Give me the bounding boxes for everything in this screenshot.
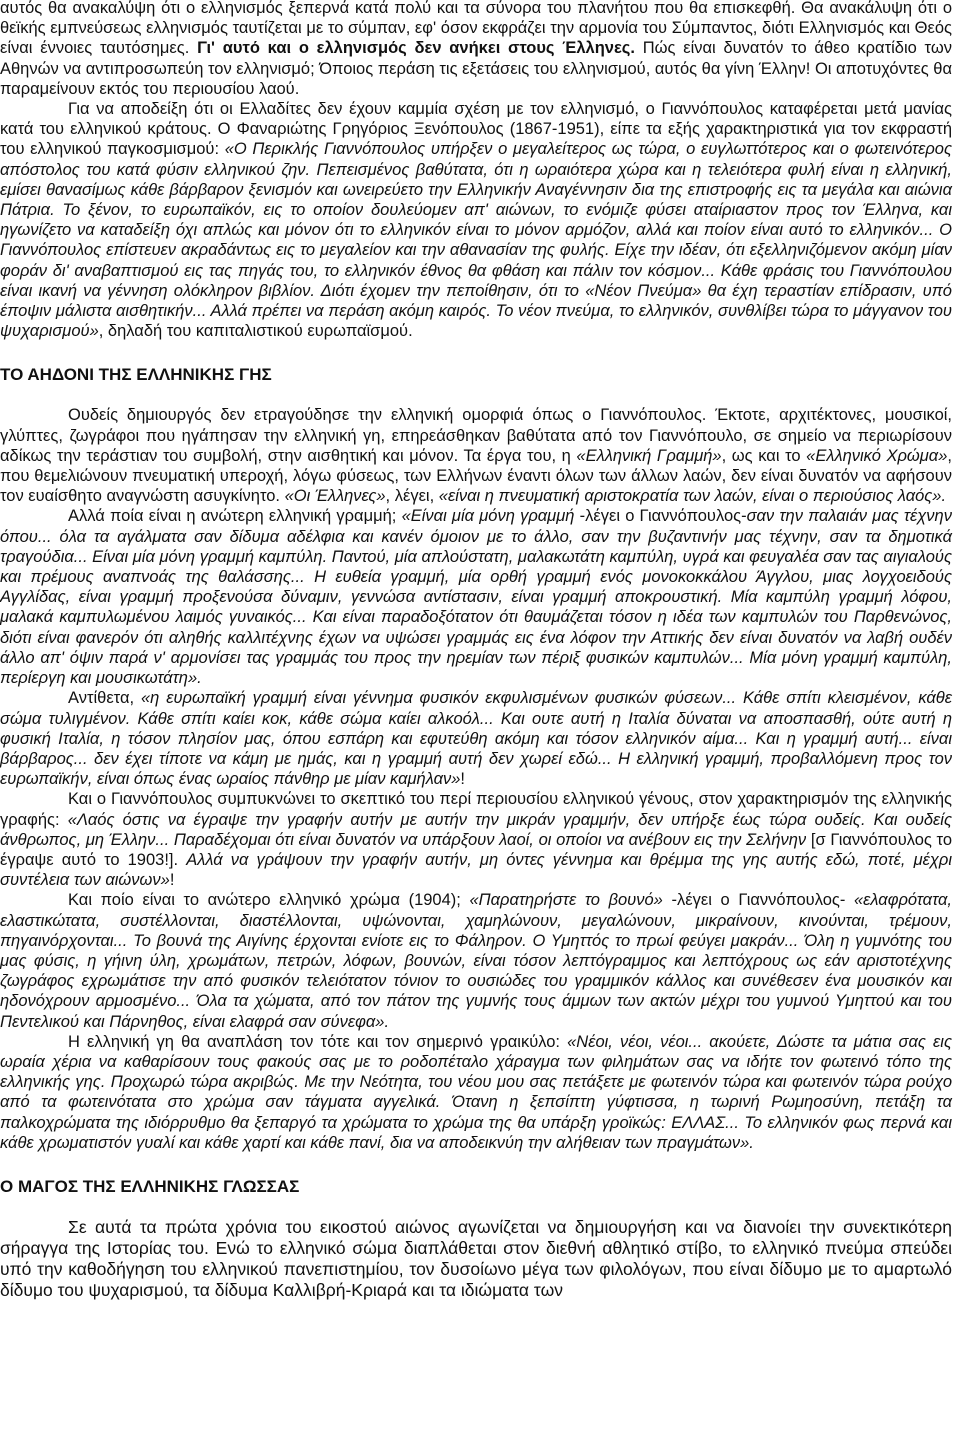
quotation-italic: σαν την παλαιάν μας τέχνην όπου... όλα τα αγάλματα σαν δίδυμα αδέλφια και κανέν όμοιον με το άλλο, σαν την βυζαντινήν μας τέχνην, σαν τα δημοτικά τραγούδια... Είναι μία μόνη γραμμή καμπύλη. Παντού, μία απλούστατη, μαλακωτάτη καμπύλη, υγρά και φευγαλέα σαν τας αιγιαλούς και πρέμους αναπνοάς της θαλάσσης... Η ευθεία γραμμή, μία ορθή γραμμή ενός μονοκοκκάλου Άγγλου, μιας λογχοειδούς Αγγλίδας, είναι γραμμή προξενούσα δύναμιν, γεννώσα αντίστασιν, είναι γραμμή αποκρουστική. Μία καμπύλη γραμμή λόφου, μαλακά καμπυλωμένου λαιμός γυναικός... Και είναι παραδοξότατον ότι θαυμάζεται τόσον η ιδέα των καμπυλών του Παρθενώνος, διότι είναι φανερόν ότι αληθής καλλιτέχνης έχων να υψώσει γραμμάς εις ένα λόφον την Αττικής δεν είναι δυνατόν να λαβή ουδέν άλλο απ' όψιν παρά ν' αρμονίσει τας γραμμάς του προς την ηρεμίαν των πέριξ φυσικών καμπυλών... Μία μόνη γραμμή καμπύλη, περίεργη και μουσικωτάτη». <box>0 507 952 688</box>
quotation-italic: «Είναι μία μόνη γραμμή <box>401 507 575 526</box>
text-run: ! <box>169 871 175 890</box>
quotation-italic: «Νέοι, νέοι, νέοι... ακούετε, Δώστε τα μάτια σας εις ωραία χέρια να καθαρίσουν τους φακούς σας με το ροδοπέταλο χάραγμα των φιλημάτων σας να ιδήτε τον φωτεινό τόπο της ελληνικής γης. Προχωρώ τώρα ακριβώς. Με την Νεότητα, του νέου μου σας πετάξετε με φωτεινόν τώρα και φωτεινόν τώρα ρούχο από τα φωτεινότατα στο χρώμα σαν τάγματα αγγελικά. Ότανη η ξεπσίπτη γύφτισσα, η τωρινή Ρωμηοσύνη, πετάξη τα παλκοχρώματα της ιδιόρρυθμο θα ξεπαργό τα χρώματα το χρώμα της θα υπάρξη γροϊκώς: ΕΛΛΑΣ... Το ελληνικόν φως περνά και κάθε χρωματιστόν γυαλί και κάθε χαρτί και κάθε πανί, δια να αποδεικνύη την αλήθειαν των πραγμάτων». <box>0 1032 952 1152</box>
emphasis-bold: Γι' αυτό και ο ελληνισμός δεν ανήκει στους Έλληνες. <box>197 39 635 58</box>
text-run: Πώς είναι δυνατόν το άθεο κρατίδιο των Αθηνών να αντιπροσωπεύη τον ελληνισμό; Όποιος περάση τις εξετάσεις του ελληνισμού, αυτός θα γίνη Έλλην! Οι αποτυχόντες θα παραμείνουν εκτός του περιουσίου λαού. <box>0 39 952 98</box>
text-run: Ουδείς δημιουργός δεν ετραγούδησε την ελληνική ομορφιά όπως ο Γιαννόπουλος. Έκτοτε, αρχιτέκτονες, μουσικοί, γλύπτες, ζωγράφοι που ηγάπησαν την ελληνική γη, επηρεάσθηκαν βαθύτατα από τον Γιαννόπουλο, σε σημείο να περιωρίσουν αδίκως την τεράστιαν του συμβολή, στην αισθητική και μόνον. Τα έργα του, η <box>0 406 952 465</box>
quotation-italic: «Ελληνικό Χρώμα» <box>806 446 948 465</box>
spacer <box>0 385 952 405</box>
text-run: Σε αυτά τα πρώτα χρόνια του εικοστού αιώνος αγωνίζεται να δημιουργήση και να διανοίει την συνεκτικότερη σήραγγα της Ιστορίας του. Ενώ το ελληνικό σώμα διαπλάθεται στον διεθνή αθλητικό στίβο, το ελληνικό πνεύμα σπεύδει υπό την καθοδήγηση του ελληνικού πανεπιστημίου, τον δυσοίωνο μέγα των φιλολόγων, που είναι δίδυμο με το αμαρτωλό δίδυμο του ψυχαρισμού, τα δίδυμα Καλλιβρή-Κριαρά και τα ιδιώματα των <box>0 1216 952 1300</box>
text-run: [σ Γιαννόπουλος το έγραψε αυτό το 1903!]. <box>0 830 952 869</box>
quotation-italic: «Λαός όστις να έγραψε την γραφήν αυτήν με αυτήν την μικράν γραμμήν, δεν υπήρξε έως τώρα ουδείς. Και ουδείς άνθρωπος, μη Έλλην... Παραδέχομαι ότι είναι δυνατόν να υπάρξουν λαοί, οι οποίοι να ανέβουν εις την Σελήνην <box>0 810 952 849</box>
paragraph-2 <box>0 99 952 341</box>
paragraph-4 <box>0 506 952 688</box>
text-run: Και ο Γιαννόπουλος συμπυκνώνει το σκεπτικό του περί περιουσίου ελληνικού γένους, στον χαρακτηρισμόν της ελληνικής γραφής: <box>0 790 952 829</box>
text-run: -λέγει ο Γιαννόπουλος- <box>662 891 854 910</box>
quotation-italic: «ελαφρότατα, ελαστικώτατα, συστέλλονται, διαστέλλονται, υψώνονται, χαμηλώνουν, μεγαλώνουν, μικραίνουν, κινούνται, τρέμουν, πηγαινόρχονται... Το βουνά της Αιγίνης έρχονται ενίοτε εις το Φάληρον. Ο Υμηττός το πρωί φεύγει μακράν... Όλη η γυμνότης του μας φύσις, η γήινη ύλη, χρωμάτων, πετρών, λόφων, βουνών, είναι τόσον λεπτόγραμμος και λεπτόχρους ως εάν αριστοτέχνης ζωγράφος εχρωμάτισε την από φυσικόν τελειότατον τόνιον το ουσιώδες του γραμμικόν κάλλος και συνέθεσεν ένα μουσικόν και ηδονόχρουν αρμοσμένο... Όλα τα χώματα, από τον πάτον της γυμνής τους άμμων των ακτών μέχρι του γυμνού Υμηττού και του Πεντελικού και Πάρνηθος, είναι ελαφρά σαν σύνεφα». <box>0 891 953 1031</box>
paragraph-5 <box>0 688 952 789</box>
paragraph-7 <box>0 890 952 1031</box>
spacer <box>0 1153 952 1177</box>
text-run: Η ελληνική γη θα αναπλάση τον τότε και τον σημερινό γραικύλο: <box>68 1032 568 1051</box>
text-run: Για να αποδείξη ότι οι Ελλαδίτες δεν έχουν καμμία σχέση με τον ελληνισμό, ο Γιαννόπουλος καταφέρεται μετά μανίας κατά του ελληνικού κράτους. Ο Φαναριώτης Γρηγόριος Ξενόπουλος (1867-1951), είπε τα εξής χαρακτηριστικά για τον εκφραστή του ελληνικού παγκοσμισμού: <box>0 100 952 159</box>
text-run: αυτός θα ανακαλύψη ότι ο ελληνισμός ξεπερνά κατά πολύ και τα σύνορα του πλανήτου που θα επισκεφθή. Θα ανακάλυψη ότι ο θεϊκής εμπνεύσεως ελληνισμός ταυτίζεται με το σύμπαν, εφ' όσον εκφράζει την αρμονία του Σύμπαντος, διότι Ελληνισμός και Θεός είναι έννοιες ταυτόσημες. <box>0 0 952 58</box>
text-run: , που θεμελιώνουν πνευματική υπεροχή, λόγω φύσεως, των Ελλήνων έναντι όλων των άλλων λαών, δεν είναι δυνατόν να αφήσουν τον ευαίσθητο αναγνώστη ασυγκίνητο. <box>0 446 952 506</box>
quotation-italic: «Οι Έλληνες» <box>284 487 386 506</box>
quotation-italic: Αλλά να γράψουν την γραφήν αυτήν, μη όντες γέννημα και θρέμμα της γης αυτής εδώ, ποτέ, μέχρι συντέλεια των αιώνων» <box>0 850 952 890</box>
text-run: Αλλά ποία είναι η ανώτερη ελληνική γραμμή; <box>68 507 402 526</box>
text-run: Και ποίο είναι το ανώτερο ελληνικό χρώμα (1904); <box>68 891 470 910</box>
text-run: ! <box>460 770 466 789</box>
spacer <box>0 341 952 365</box>
spacer <box>0 1197 952 1217</box>
paragraph-3 <box>0 405 952 506</box>
quotation-italic: «Ελληνική Γραμμή» <box>576 446 722 465</box>
text-run: , δηλαδή του καπιταλιστικού ευρωπαϊσμού. <box>98 322 413 341</box>
text-run: Αντίθετα, <box>68 689 141 708</box>
paragraph-9 <box>0 1217 952 1301</box>
quotation-italic: «η ευρωπαϊκή γραμμή είναι γέννημα φυσικόν εκφυλισμένων φυσικών φύσεων... Κάθε σπίτι κλεισμένον, κάθε σώμα τυλιγμένον. Κάθε σπίτι καίει κοκ, κάθε σώμα καίει αλκοόλ... Και ουτε αυτή η Ιταλία δύναται να αποσπασθή, ούτε αυτή η φυσική Ιταλία, η τόσον πλησίον μας, όπου εσπάρη και εφυτεύθη ακόμη και τόσον ελληνικόν αίμα... Και η γραμμή αυτή... είναι βάρβαρος... δεν έχει τίποτε να κάμη με ημάς, και η γραμμή αυτή δεν χωρεί εδώ... Η ελληνική γραμμή, προβαλλόμενη προς τον ευρωπαϊκήν, είναι όπως ένας ωραίος πάνθηρ με μίαν καμήλαν» <box>0 689 952 789</box>
text-run: , ως και το <box>721 446 807 465</box>
section-heading-line: ΤΟ ΑΗΔΟΝΙ ΤΗΣ ΕΛΛΗΝΙΚΗΣ ΓΗΣ <box>0 365 272 385</box>
section-heading-language: Ο ΜΑΓΟΣ ΤΗΣ ΕΛΛΗΝΙΚΗΣ ΓΛΩΣΣΑΣ <box>0 1176 300 1196</box>
text-run: -λέγει ο Γιαννόπουλος- <box>574 507 747 526</box>
paragraph-6 <box>0 789 952 890</box>
paragraph-8 <box>0 1032 952 1153</box>
paragraph-1 <box>0 0 952 99</box>
quotation-italic: «Παρατηρήστε το βουνό» <box>469 891 663 910</box>
text-run: , λέγει, <box>385 487 439 506</box>
quotation-italic: «είναι η πνευματική αριστοκρατία των λαών, είναι ο περιούσιος λαός». <box>438 487 947 506</box>
quotation-italic: «Ο Περικλής Γιαννόπουλος υπήρξεν ο μεγαλείτερος ως τώρα, ο ευγλωττότερος και ο φωτεινότερος απόστολος του κατά φύσιν ελληνικού ζην. Πεπεισμένος βαθύτατα, ότι η ωραιότερα χώρα και η τελειότερα φυλή είναι η ελληνική, εμίσει θανασίμως κάθε βάρβαρον ξενισμόν και ωνειρεύετο την Ελληνικήν Αναγέννησιν δια της επιστροφής εις τα μεγάλα και αιώνια Πάτρια. Το ξένον, το ευρωπαϊκόν, εις το οποίον δουλεύομεν απ' αιώνων, το ενόμιζε φύσει αταίριαστον προς τον Έλληνα, και ηγωνίζετο να καταδείξη όχι απλώς και μόνον ότι το ελληνικόν είναι το μόνον αρμόζον, αλλά και ποίον είναι αυτό το ελληνικόν... Ο Γιαννόπουλος επίστευεν ακραδάντως εις το μεγαλείον και την αθανασίαν της φυλής. Είχε την ιδέαν, ότι εξελληνιζόμενον ακόμη μίαν φοράν δι' αναβαπτισμού εις τας πηγάς του, το ελληνικόν έθνος θα φθάση και πάλιν τον κόσμον... Κάθε φράσις του Γιαννόπουλου είναι ικανή να γέννηση ολόκληρον βιβλίον. Διότι έχομεν την πεποίθησιν, ότι το «Νέον Πνεύμα» θα έχη τεραστίαν επίδρασιν, υπό έποψιν μάλιστα αισθητικήν... Αλλά πρέπει να περάση ακόμη καιρός. Το νέον πνεύμα, το ελληνικόν, συνθλίβει τώρα το μάγγανον του ψυχαρισμού» <box>0 140 952 341</box>
